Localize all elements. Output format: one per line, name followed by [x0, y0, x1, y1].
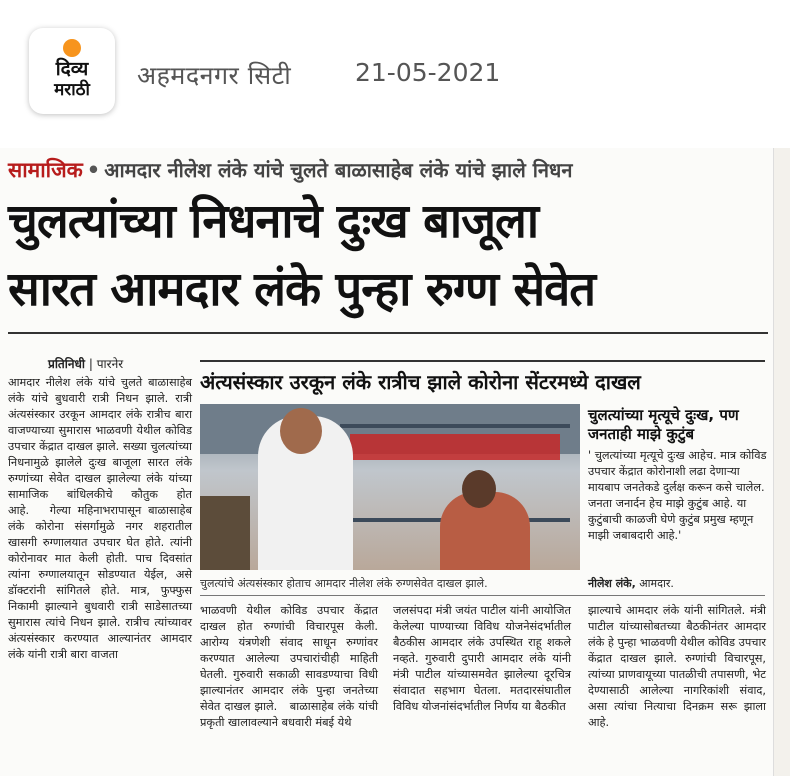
byline — [48, 355, 123, 372]
edition-name: अहमदनगर सिटी — [137, 61, 292, 90]
byline-reporter: प्रतिनिधी — [48, 357, 86, 371]
headline-line2: सारत आमदार लंके पुन्हा रुग्ण सेवेत — [8, 262, 596, 317]
sun-icon — [63, 39, 81, 57]
article-column-4: झाल्याचे आमदार लंके यांनी सांगितले. मंत्री पाटील यांच्यासोबतच्या बैठकीनंतर आमदार लंके हे पुन्हा भाळवणी येथील कोविड उपचार केंद्रात दाखल झाले. रुग्णांची विचारपूस, त्यांच्या प्राणवायूच्या पातळीची तपासणी, भेट देण्यासाठी आलेल्या नागरिकांशी संवाद, असा त्यांचा नित्याचा दिनक्रम सरू झाला आहे. — [588, 604, 766, 729]
headline — [8, 188, 773, 324]
article-column-2: भाळवणी येथील कोविड उपचार केंद्रात दाखल होत रुग्णांची विचारपूस केली. आरोग्य यंत्रणेशी संवाद साधून रुग्णांवर करण्यात आलेल्या उपचारांचीही माहिती घेतली. गुरुवारी सकाळी सावडण्याचा विधी झाल्यानंतर आमदार लंके पुन्हा जनतेच्या सेवेत दाखल झाले. बाळासाहेब लंके यांची प्रकृती खालावल्याने बधवारी मंबई येथे — [200, 604, 378, 729]
photo-caption: चुलत्यांचे अंत्यसंस्कार होताच आमदार नीलेश लंके रुग्णसेवेत दाखल झाले. — [200, 577, 488, 590]
divya-marathi-logo[interactable] — [29, 28, 115, 114]
side-credit-role: आमदार. — [635, 577, 674, 590]
newspaper-clipping[interactable] — [0, 148, 790, 776]
app-header — [0, 0, 790, 148]
divider — [8, 332, 768, 334]
logo-text-line1: दिव्य — [55, 58, 89, 80]
category-label: सामाजिक — [8, 158, 83, 182]
edition-date: 21-05-2021 — [355, 58, 501, 87]
kicker-text: आमदार नीलेश लंके यांचे चुलते बाळासाहेब लंके यांचे झाले निधन — [104, 158, 573, 182]
side-headline: चुलत्यांच्या मृत्यूचे दुःख, पण जनताही माझे कुटुंब — [588, 406, 739, 443]
subheadline: अंत्यसंस्कार उरकून लंके रात्रीच झाले कोरोना सेंटरमध्ये दाखल — [200, 370, 641, 394]
headline-line1: चुलत्यांच्या निधनाचे दुःख बाजूला — [8, 194, 538, 249]
kicker — [8, 156, 768, 186]
logo-text-line2: मराठी — [54, 80, 90, 100]
side-credit — [588, 576, 768, 591]
side-quote: ' चुलत्यांच्या मृत्यूचे दुःख आहेच. मात्र कोविड उपचार केंद्रात कोरोनाशी लढा देणाऱ्या मायबाप जनतेकडे दुर्लक्ष करून कसे चालेल. जनता जनार्दन हेच माझे कुटुंब आहे. या कुटुंबाची काळजी घेणे कुटुंब प्रमुख म्हणून माझी जबाबदारी आहे.' — [588, 449, 767, 542]
divider — [200, 595, 765, 596]
adjacent-article-edge — [773, 148, 790, 776]
byline-place: | पारनेर — [88, 357, 124, 371]
side-credit-name: नीलेश लंके, — [588, 577, 636, 590]
article-column-1: आमदार नीलेश लंके यांचे चुलते बाळासाहेब लंके यांचे बुधवारी रात्री निधन झाले. रात्री अंत्यसंस्कार उरकून आमदार लंके रात्रीच बारा वाजण्याच्या सुमारास भाळवणी येथील कोविड उपचार केंद्रात दाखल झाले. सख्या चुलत्यांच्या निधनामुळे झालेले दुःख बाजूला सारत लंके रुग्णांच्या सेवेत दाखल झालेल्या लंके यांच्या सामाजिक बांधिलकीचे कौतुक होत आहे. गेल्या महिनाभरापासून बाळासाहेब लंके कोरोना संसर्गामुळे नगर शहरातील खासगी रुग्णालयात उपचार घेत होते. त्यांनी कोरोनावर मात केली होती. पाच दिवसांत त्यांना रुग्णालयातून सोडण्यात येईल, असे डॉक्टरांनी सांगितले होते. मात्र, फुफ्फुस निकामी झाल्याने बुधवारी रात्री साडेसातच्या सुमारास त्यांचे निधन झाले. रात्रीच त्यांच्यावर अंत्यसंस्कार करण्यात आल्यानंतर आमदार लंके यांनी रात्री बारा वाजता — [8, 376, 192, 661]
divider — [200, 360, 765, 362]
article-photo — [200, 404, 580, 570]
bullet-separator: • — [86, 158, 101, 182]
article-column-3: जलसंपदा मंत्री जयंत पाटील यांनी आयोजित केलेल्या पाण्याच्या विविध योजनेसंदर्भातील बैठकीस आमदार लंके उपस्थित राहू शकले नव्हते. गुरुवारी दुपारी आमदार लंके यांनी मंत्री पाटील यांच्यासमवेत झालेल्या दूरचित्र संवादात सहभाग घेतला. मतदारसंघातील विविध योजनांसंदर्भातील निर्णय या बैठकीत — [393, 604, 571, 713]
